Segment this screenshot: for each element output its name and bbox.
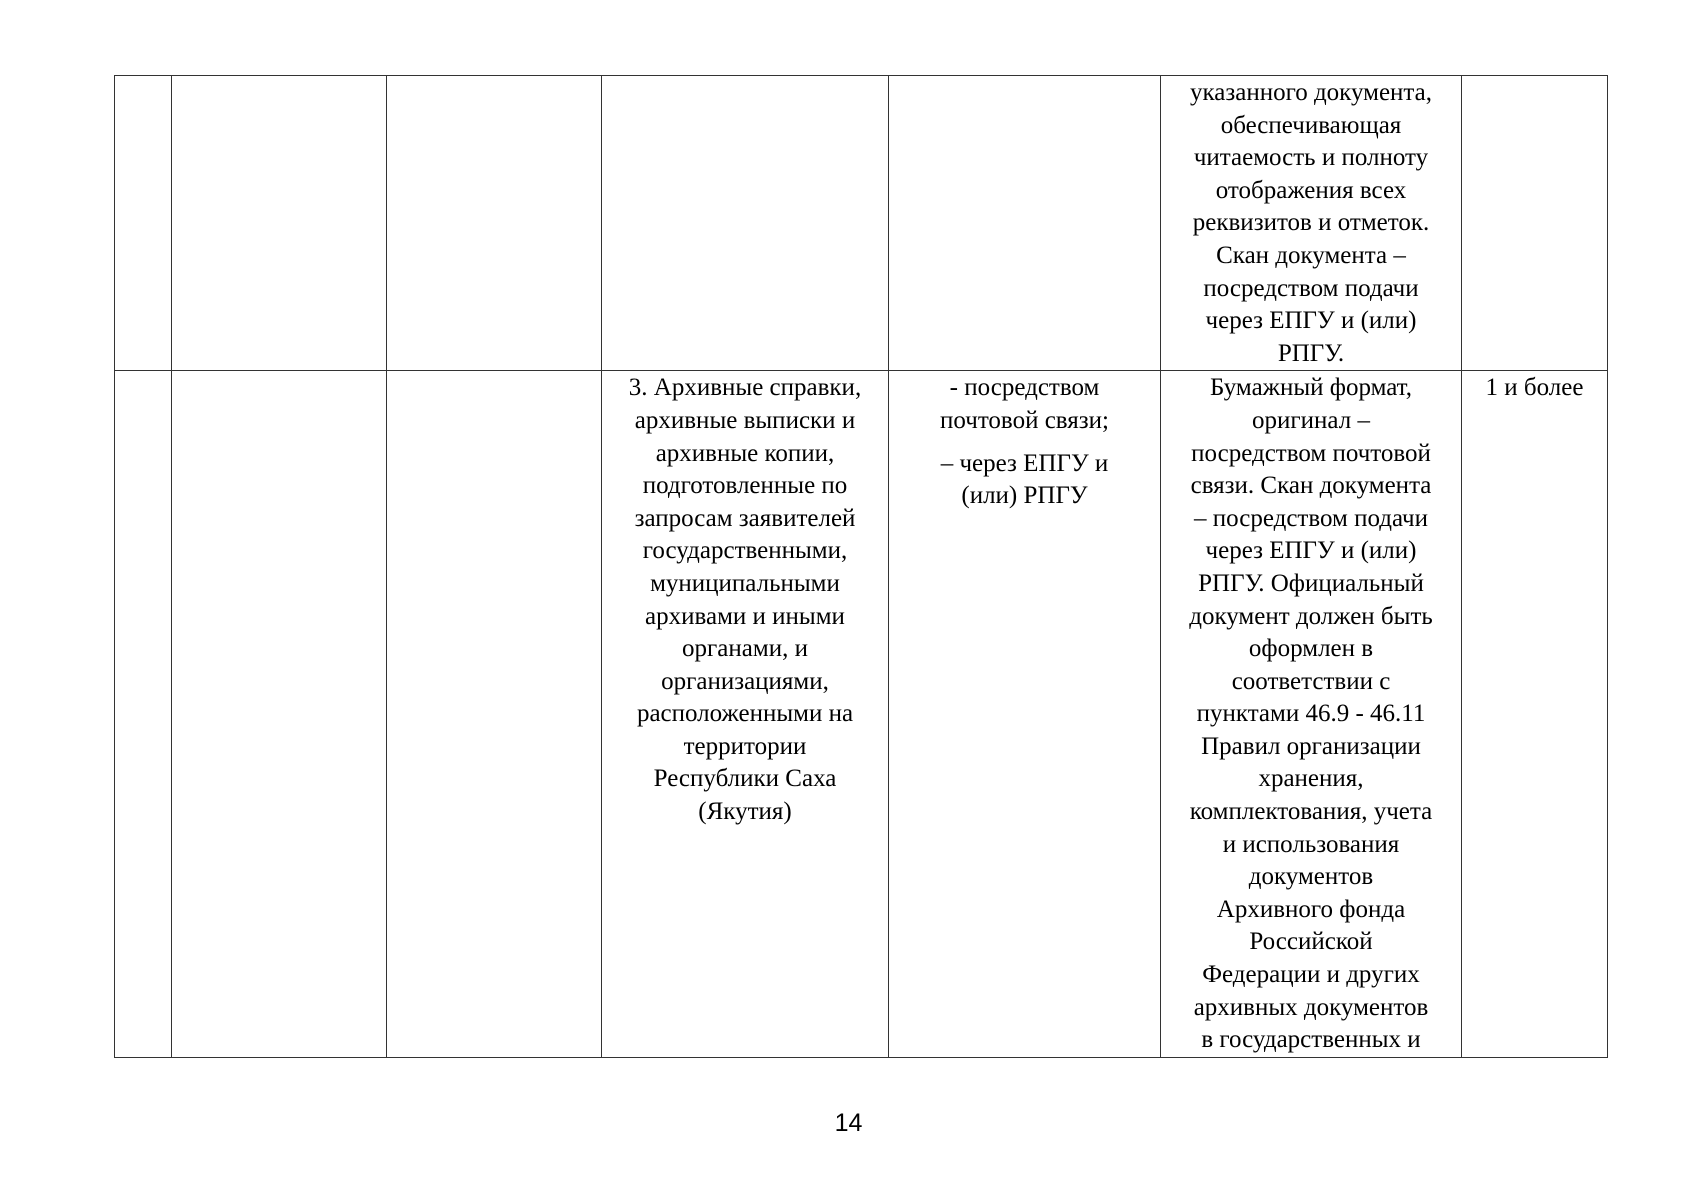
requirements-table [114,75,1608,1058]
table-cell-format [1161,371,1462,1057]
table-cell-number [115,371,172,1057]
method-portal-text: – через ЕПГУ и (или) РПГУ [940,449,1109,510]
table-row [115,371,1608,1057]
table-cell-document [602,371,889,1057]
table-cell-category [387,76,602,371]
table-row [115,76,1608,371]
page-number: 14 [834,1109,863,1137]
format-text: указанного документа, обеспечивающая читаемость и полноту отображения всех реквизитов и отметок. Скан документа – посредством подачи через ЕПГУ и (или) РПГУ. [1189,79,1433,367]
table-cell-method [889,76,1161,371]
format-text: Бумажный формат, оригинал – посредством почтовой связи. Скан документа – посредством подачи через ЕПГУ и (или) РПГУ. Официальный документ должен быть оформлен в соответствии с пунктами 46.9 - 46.11 Правил организации хранения, комплектования, учета и использования документов Архивного фонда Российской Федерации и других архивных документов в государственных и [1189,374,1433,1054]
table-cell-method [889,371,1161,1057]
table-cell-document [602,76,889,371]
quantity-text: 1 и более [1485,374,1584,402]
document-text: 3. Архивные справки, архивные выписки и архивные копии, подготовленные по запросам заявителей государственными, муниципальными архивами и иными органами, и организациями, расположенными на территории Республики Саха (Якутия) [628,374,862,826]
table-cell-service [172,76,387,371]
table-cell-format [1161,76,1462,371]
table-cell-category [387,371,602,1057]
table-cell-service [172,371,387,1057]
table-cell-number [115,76,172,371]
table-cell-quantity [1462,76,1608,371]
table-cell-quantity [1462,371,1608,1057]
method-postal-text: - посредством почтовой связи; [940,374,1109,434]
